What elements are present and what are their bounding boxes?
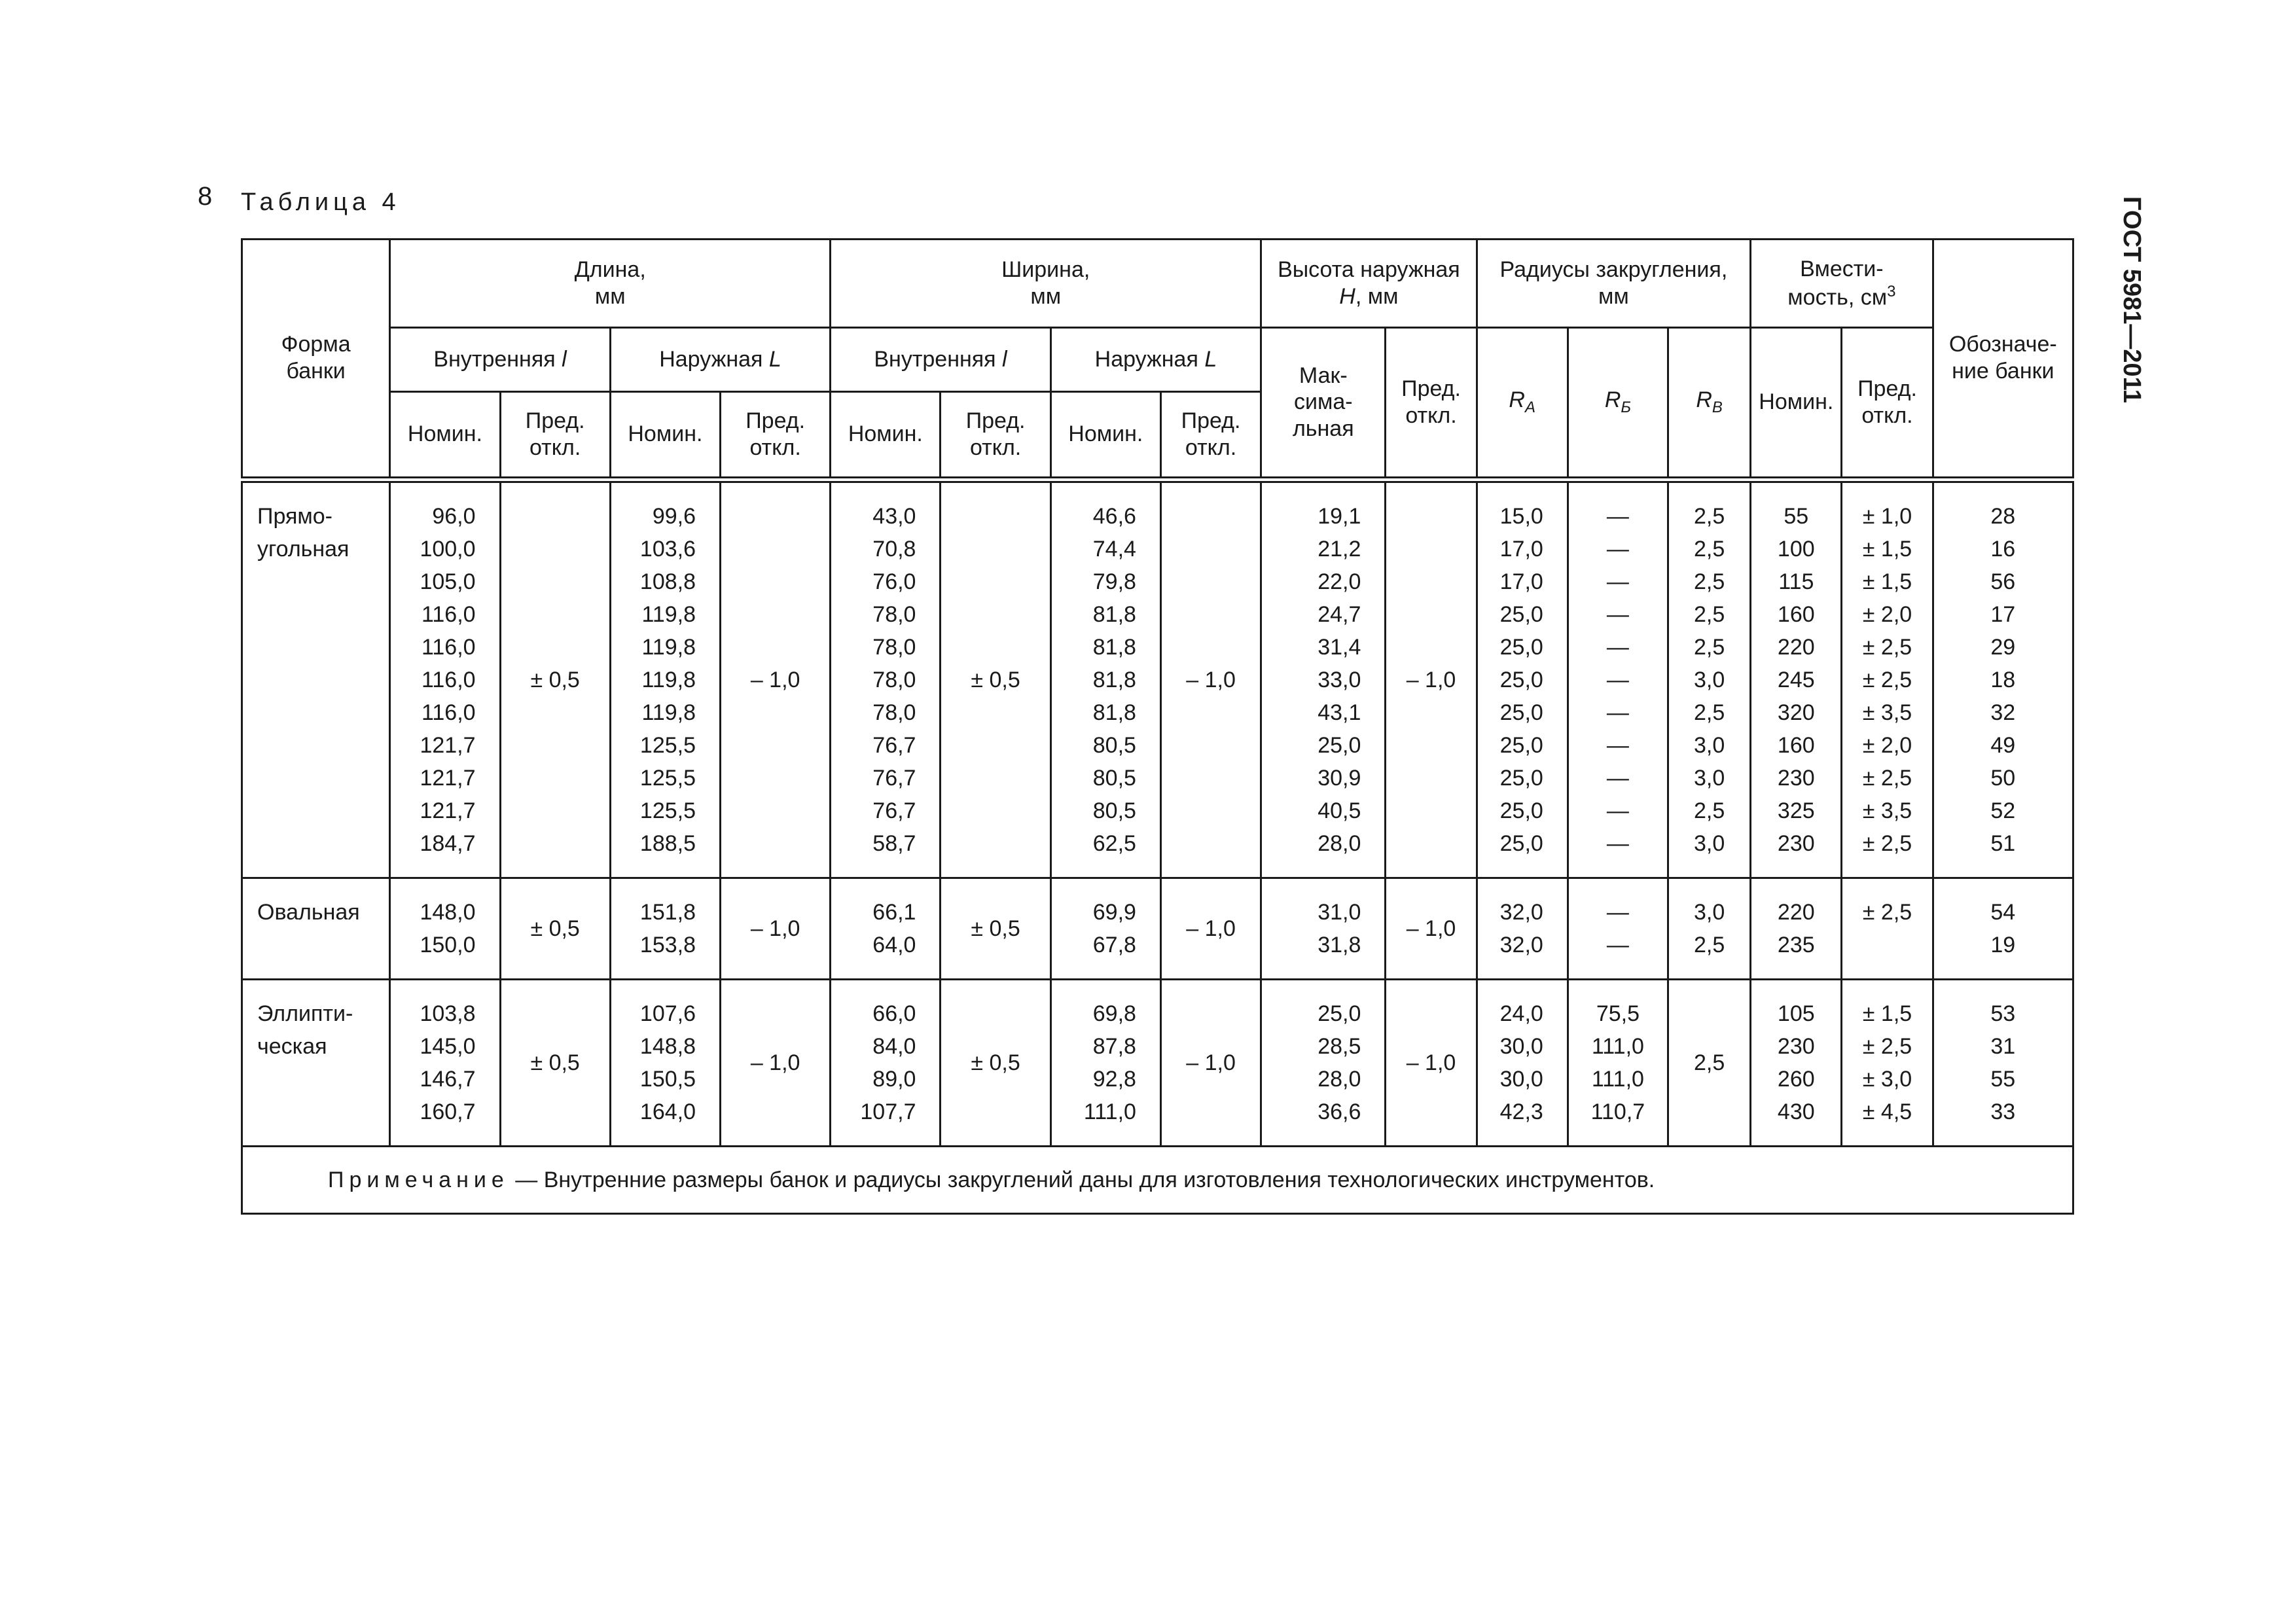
cell-value: 148,0 xyxy=(420,899,476,925)
cell-value: 64,0 xyxy=(872,932,916,957)
cell-value: 79,8 xyxy=(1092,569,1136,594)
cell-value: 31,8 xyxy=(1318,932,1361,957)
cell-value: 28,0 xyxy=(1318,830,1361,856)
header-radii: Радиусы закругления, мм xyxy=(1477,240,1751,328)
cell-line: Овальная xyxy=(257,899,360,925)
cell-value: 116,0 xyxy=(421,667,476,692)
cell-value: 55 xyxy=(1990,1066,2016,1092)
cell-value: 2,5 xyxy=(1693,634,1725,660)
cell-value: 25,0 xyxy=(1499,601,1543,627)
cell-rv: 2,5 xyxy=(1668,979,1751,1146)
cell-inner-length-tol: ± 0,5 xyxy=(500,480,610,878)
cell-value: 81,8 xyxy=(1092,634,1136,660)
cell-value: 67,8 xyxy=(1092,932,1136,957)
cell-value: 150,0 xyxy=(420,932,476,957)
cell-value: 54 xyxy=(1990,899,2016,925)
cell-value: ± 2,5 xyxy=(1862,899,1912,925)
cell-ra xyxy=(1477,878,1568,979)
cell-value: 121,7 xyxy=(420,798,476,823)
cell-value: 125,5 xyxy=(639,732,696,758)
cell-value: 87,8 xyxy=(1092,1033,1136,1059)
cell-height-max xyxy=(1261,878,1386,979)
cell-value: 105,0 xyxy=(420,569,476,594)
cell-value: 3,0 xyxy=(1693,765,1725,791)
cell-value: 70,8 xyxy=(872,536,916,562)
cell-value: 3,0 xyxy=(1693,830,1725,856)
cell-rb xyxy=(1568,979,1668,1146)
cell-value: 66,1 xyxy=(872,899,916,925)
cell-value: 25,0 xyxy=(1499,700,1543,725)
cell-line: Эллипти- xyxy=(257,1001,353,1026)
cell-value: 151,8 xyxy=(639,899,696,925)
cell-value: 81,8 xyxy=(1092,667,1136,692)
cell-value: 76,7 xyxy=(872,798,916,823)
document-id-text: ГОСТ 5981—2011 xyxy=(2118,196,2145,403)
header-shape: Форма банки xyxy=(242,240,390,480)
cell-value: 62,5 xyxy=(1092,830,1136,856)
cell-value: 33 xyxy=(1990,1099,2016,1124)
cell-value: 2,5 xyxy=(1693,601,1725,627)
cell-value: 111,0 xyxy=(1591,1033,1644,1059)
cell-value: 81,8 xyxy=(1092,601,1136,627)
cell-value: 69,9 xyxy=(1092,899,1136,925)
cell-value: 28,5 xyxy=(1318,1033,1361,1059)
cell-value: 148,8 xyxy=(639,1033,696,1059)
cell-value: 80,5 xyxy=(1092,765,1136,791)
cell-value: 125,5 xyxy=(639,798,696,823)
note-text: — Внутренние размеры банок и радиусы закруглений даны для изготовления технологических инструментов. xyxy=(509,1167,1655,1192)
cell-inner-width xyxy=(831,979,941,1146)
cell-value: 84,0 xyxy=(872,1033,916,1059)
cell-value: 100 xyxy=(1777,536,1815,562)
cell-value: 78,0 xyxy=(872,601,916,627)
table-body xyxy=(242,480,2073,1147)
cell-value: — xyxy=(1606,932,1629,957)
page-number: 8 xyxy=(198,182,213,211)
cell-designation xyxy=(1933,878,2073,979)
table-caption: Таблица 4 xyxy=(241,188,401,216)
cell-value: 19,1 xyxy=(1318,503,1361,529)
cell-value: — xyxy=(1606,798,1629,823)
cell-value: 16 xyxy=(1990,536,2016,562)
cell-value: ± 2,5 xyxy=(1862,667,1912,692)
cell-value: 100,0 xyxy=(420,536,476,562)
cell-ra xyxy=(1477,480,1568,878)
cell-value: — xyxy=(1606,700,1629,725)
header-capacity: Вмести- мость, $см^3$ xyxy=(1751,240,1933,328)
cell-value: 36,6 xyxy=(1318,1099,1361,1124)
cell-value: 32 xyxy=(1990,700,2016,725)
header-height-max: Мак- сима- льная xyxy=(1261,328,1386,480)
cell-inner-width-tol: ± 0,5 xyxy=(941,979,1050,1146)
cell-value: 220 xyxy=(1777,634,1815,660)
cell-value: ± 3,0 xyxy=(1862,1066,1912,1092)
cell-value: 30,0 xyxy=(1499,1033,1543,1059)
cell-outer-width xyxy=(1050,480,1160,878)
cell-value: 25,0 xyxy=(1499,765,1543,791)
cell-inner-width xyxy=(831,480,941,878)
cell-value: 230 xyxy=(1777,1033,1815,1059)
table-row xyxy=(242,979,2073,1146)
cell-height-max xyxy=(1261,480,1386,878)
header-ra: $R_A$ xyxy=(1477,328,1568,480)
cell-value: 235 xyxy=(1777,932,1815,957)
cell-inner-length xyxy=(390,480,500,878)
cell-value: 116,0 xyxy=(421,634,476,660)
cell-value: 160 xyxy=(1777,601,1815,627)
header-rv: $R_В$ xyxy=(1668,328,1751,480)
cell-outer-width-tol: – 1,0 xyxy=(1160,979,1261,1146)
header-capacity-nom: Номин. xyxy=(1751,328,1842,480)
header-nom: Номин. xyxy=(610,392,720,480)
cell-rb xyxy=(1568,878,1668,979)
cell-value: 146,7 xyxy=(420,1066,476,1092)
cell-inner-width xyxy=(831,878,941,979)
cell-value: 78,0 xyxy=(872,634,916,660)
cell-value: 32,0 xyxy=(1499,899,1543,925)
cell-designation xyxy=(1933,979,2073,1146)
cell-value: 105 xyxy=(1777,1001,1815,1026)
cell-height-tol: – 1,0 xyxy=(1386,878,1477,979)
header-outer-width: Наружная L xyxy=(1050,328,1261,392)
cell-value: 80,5 xyxy=(1092,798,1136,823)
cell-value: 111,0 xyxy=(1591,1066,1644,1092)
cell-value: 121,7 xyxy=(420,765,476,791)
header-inner-length: Внутренняя l xyxy=(390,328,610,392)
cell-capacity xyxy=(1751,979,1842,1146)
cell-value: 28 xyxy=(1990,503,2016,529)
cell-value: 3,0 xyxy=(1693,732,1725,758)
cell-rb xyxy=(1568,480,1668,878)
cell-value: 230 xyxy=(1777,765,1815,791)
cell-value: 116,0 xyxy=(421,700,476,725)
cell-line: угольная xyxy=(257,536,350,562)
cell-value: 153,8 xyxy=(639,932,696,957)
cell-value: 78,0 xyxy=(872,667,916,692)
cell-value: 24,7 xyxy=(1318,601,1361,627)
cell-value: 2,5 xyxy=(1693,536,1725,562)
cell-value: 121,7 xyxy=(420,732,476,758)
cell-value: 25,0 xyxy=(1499,732,1543,758)
cell-value: ± 2,0 xyxy=(1862,601,1912,627)
cell-value: 107,6 xyxy=(639,1001,696,1026)
table-note xyxy=(242,1146,2073,1214)
cell-value: 125,5 xyxy=(639,765,696,791)
cell-value: 81,8 xyxy=(1092,700,1136,725)
cell-value: 2,5 xyxy=(1693,932,1725,957)
cell-value: 24,0 xyxy=(1499,1001,1543,1026)
cell-value: 30,0 xyxy=(1499,1066,1543,1092)
cell-line: ческая xyxy=(257,1033,327,1059)
cell-line: Прямо- xyxy=(257,503,332,529)
header-inner-width: Внутренняя l xyxy=(831,328,1050,392)
cell-value: 3,0 xyxy=(1693,899,1725,925)
cell-value: — xyxy=(1606,634,1629,660)
cell-outer-length-tol: – 1,0 xyxy=(721,878,831,979)
header-tol: Пред. откл. xyxy=(1160,392,1261,480)
cell-value: 58,7 xyxy=(872,830,916,856)
cell-value: — xyxy=(1606,765,1629,791)
header-outer-length: Наружная L xyxy=(610,328,830,392)
header-tol: Пред. откл. xyxy=(941,392,1050,480)
note-label: Примечание xyxy=(328,1167,509,1192)
cell-shape xyxy=(242,979,390,1146)
cell-outer-width xyxy=(1050,878,1160,979)
cell-value: 164,0 xyxy=(639,1099,696,1124)
cell-capacity-tol xyxy=(1842,480,1933,878)
cell-value: 18 xyxy=(1990,667,2016,692)
cell-value: 19 xyxy=(1990,932,2016,957)
cell-height-tol: – 1,0 xyxy=(1386,480,1477,878)
cell-value: 145,0 xyxy=(420,1033,476,1059)
cell-value: 76,7 xyxy=(872,765,916,791)
cell-value: 92,8 xyxy=(1092,1066,1136,1092)
cell-value: 25,0 xyxy=(1499,798,1543,823)
cell-value: ± 1,5 xyxy=(1862,1001,1912,1026)
cell-value: 260 xyxy=(1777,1066,1815,1092)
cell-value: 103,8 xyxy=(420,1001,476,1026)
cell-outer-length xyxy=(610,979,720,1146)
header-tol: Пред. откл. xyxy=(721,392,831,480)
cell-value: 103,6 xyxy=(639,536,696,562)
cell-value: 119,8 xyxy=(641,700,696,725)
header-nom: Номин. xyxy=(831,392,941,480)
cell-capacity xyxy=(1751,878,1842,979)
cell-value: — xyxy=(1606,503,1629,529)
cell-inner-width-tol: ± 0,5 xyxy=(941,480,1050,878)
table-row xyxy=(242,480,2073,878)
cell-value: 320 xyxy=(1777,700,1815,725)
dimensions-table xyxy=(241,238,2074,1215)
cell-value: 116,0 xyxy=(421,601,476,627)
cell-value: 31,0 xyxy=(1318,899,1361,925)
cell-value: 28,0 xyxy=(1318,1066,1361,1092)
cell-value: 43,1 xyxy=(1318,700,1361,725)
cell-value: 56 xyxy=(1990,569,2016,594)
cell-value: ± 2,0 xyxy=(1862,732,1912,758)
cell-inner-length-tol: ± 0,5 xyxy=(500,979,610,1146)
cell-value: 111,0 xyxy=(1083,1099,1136,1124)
cell-value: 115 xyxy=(1778,569,1814,594)
cell-value: — xyxy=(1606,569,1629,594)
cell-value: ± 2,5 xyxy=(1862,634,1912,660)
cell-value: 150,5 xyxy=(639,1066,696,1092)
cell-inner-width-tol: ± 0,5 xyxy=(941,878,1050,979)
cell-value: 17,0 xyxy=(1499,569,1543,594)
cell-outer-length-tol: – 1,0 xyxy=(721,480,831,878)
cell-value: 119,8 xyxy=(641,667,696,692)
cell-value: 2,5 xyxy=(1693,798,1725,823)
cell-value: 31,4 xyxy=(1318,634,1361,660)
cell-outer-width xyxy=(1050,979,1160,1146)
cell-value: 31 xyxy=(1990,1033,2016,1059)
cell-value: 25,0 xyxy=(1499,634,1543,660)
cell-value: 43,0 xyxy=(872,503,916,529)
cell-value: 184,7 xyxy=(420,830,476,856)
header-height: Высота наружная H, мм xyxy=(1261,240,1477,328)
cell-inner-length-tol: ± 0,5 xyxy=(500,878,610,979)
cell-value: 160,7 xyxy=(420,1099,476,1124)
cell-inner-length xyxy=(390,979,500,1146)
header-length: Длина, мм xyxy=(390,240,831,328)
cell-value: 40,5 xyxy=(1318,798,1361,823)
cell-value: 75,5 xyxy=(1596,1001,1640,1026)
cell-rv xyxy=(1668,878,1751,979)
cell-value: ± 2,5 xyxy=(1862,1033,1912,1059)
cell-value: — xyxy=(1606,536,1629,562)
cell-value: 119,8 xyxy=(641,601,696,627)
cell-value: 430 xyxy=(1777,1099,1815,1124)
cell-value: — xyxy=(1606,667,1629,692)
cell-value: ± 1,5 xyxy=(1862,536,1912,562)
cell-value: ± 3,5 xyxy=(1862,798,1912,823)
cell-value: 46,6 xyxy=(1092,503,1136,529)
cell-value: 30,9 xyxy=(1318,765,1361,791)
header-nom: Номин. xyxy=(1050,392,1160,480)
cell-value: 89,0 xyxy=(872,1066,916,1092)
cell-value: 52 xyxy=(1990,798,2016,823)
cell-value: 3,0 xyxy=(1693,667,1725,692)
cell-outer-length-tol: – 1,0 xyxy=(721,979,831,1146)
cell-value: — xyxy=(1606,601,1629,627)
header-tol: Пред. откл. xyxy=(500,392,610,480)
header-height-tol: Пред. откл. xyxy=(1386,328,1477,480)
cell-value: 22,0 xyxy=(1318,569,1361,594)
cell-value: 325 xyxy=(1777,798,1815,823)
cell-value: 49 xyxy=(1990,732,2016,758)
cell-value: 99,6 xyxy=(652,503,696,529)
cell-value: 108,8 xyxy=(639,569,696,594)
cell-value: 29 xyxy=(1990,634,2016,660)
cell-value: 230 xyxy=(1777,830,1815,856)
cell-value: 160 xyxy=(1777,732,1815,758)
cell-shape xyxy=(242,480,390,878)
header-nom: Номин. xyxy=(390,392,500,480)
cell-value: 188,5 xyxy=(639,830,696,856)
cell-outer-length xyxy=(610,878,720,979)
cell-capacity-tol xyxy=(1842,878,1933,979)
cell-value: ± 1,0 xyxy=(1862,503,1912,529)
cell-height-max xyxy=(1261,979,1386,1146)
cell-value: 25,0 xyxy=(1499,830,1543,856)
cell-value: 53 xyxy=(1990,1001,2016,1026)
cell-value: 76,7 xyxy=(872,732,916,758)
cell-value: 42,3 xyxy=(1499,1099,1543,1124)
cell-value: 80,5 xyxy=(1092,732,1136,758)
cell-outer-width-tol: – 1,0 xyxy=(1160,480,1261,878)
cell-value: 76,0 xyxy=(872,569,916,594)
cell-value: 110,7 xyxy=(1590,1099,1645,1124)
cell-value: 17,0 xyxy=(1499,536,1543,562)
cell-value: 50 xyxy=(1990,765,2016,791)
cell-value: — xyxy=(1606,830,1629,856)
cell-value: 220 xyxy=(1777,899,1815,925)
header-designation: Обозначе- ние банки xyxy=(1933,240,2073,480)
cell-value: 25,0 xyxy=(1318,732,1361,758)
cell-capacity-tol xyxy=(1842,979,1933,1146)
header-width: Ширина, мм xyxy=(831,240,1261,328)
cell-outer-width-tol: – 1,0 xyxy=(1160,878,1261,979)
cell-value: ± 1,5 xyxy=(1862,569,1912,594)
cell-value: 2,5 xyxy=(1693,503,1725,529)
cell-value: 51 xyxy=(1990,830,2016,856)
header-rb: $R_Б$ xyxy=(1568,328,1668,480)
cell-value: 245 xyxy=(1777,667,1815,692)
cell-designation xyxy=(1933,480,2073,878)
cell-height-tol: – 1,0 xyxy=(1386,979,1477,1146)
cell-value: 2,5 xyxy=(1693,569,1725,594)
cell-value: 33,0 xyxy=(1318,667,1361,692)
cell-value: 119,8 xyxy=(641,634,696,660)
cell-value: ± 2,5 xyxy=(1862,765,1912,791)
cell-value: ± 3,5 xyxy=(1862,700,1912,725)
cell-value: 66,0 xyxy=(872,1001,916,1026)
cell-value: 107,7 xyxy=(860,1099,916,1124)
cell-shape xyxy=(242,878,390,979)
cell-capacity xyxy=(1751,480,1842,878)
cell-value: ± 4,5 xyxy=(1862,1099,1912,1124)
header-capacity-tol: Пред. откл. xyxy=(1842,328,1933,480)
cell-value: 15,0 xyxy=(1499,503,1543,529)
cell-value: — xyxy=(1606,899,1629,925)
cell-value: 96,0 xyxy=(432,503,476,529)
cell-inner-length xyxy=(390,878,500,979)
cell-rv xyxy=(1668,480,1751,878)
cell-value: 2,5 xyxy=(1693,700,1725,725)
cell-value: 55 xyxy=(1784,503,1809,529)
document-id xyxy=(2115,196,2149,419)
cell-value: 21,2 xyxy=(1318,536,1361,562)
cell-value: 74,4 xyxy=(1092,536,1136,562)
cell-value: 78,0 xyxy=(872,700,916,725)
cell-value: ± 2,5 xyxy=(1862,830,1912,856)
cell-value: 32,0 xyxy=(1499,932,1543,957)
cell-value: — xyxy=(1606,732,1629,758)
cell-outer-length xyxy=(610,480,720,878)
cell-value: 17 xyxy=(1990,601,2016,627)
cell-ra xyxy=(1477,979,1568,1146)
cell-value: 69,8 xyxy=(1092,1001,1136,1026)
cell-value: 25,0 xyxy=(1318,1001,1361,1026)
table-row xyxy=(242,878,2073,979)
cell-value: 25,0 xyxy=(1499,667,1543,692)
